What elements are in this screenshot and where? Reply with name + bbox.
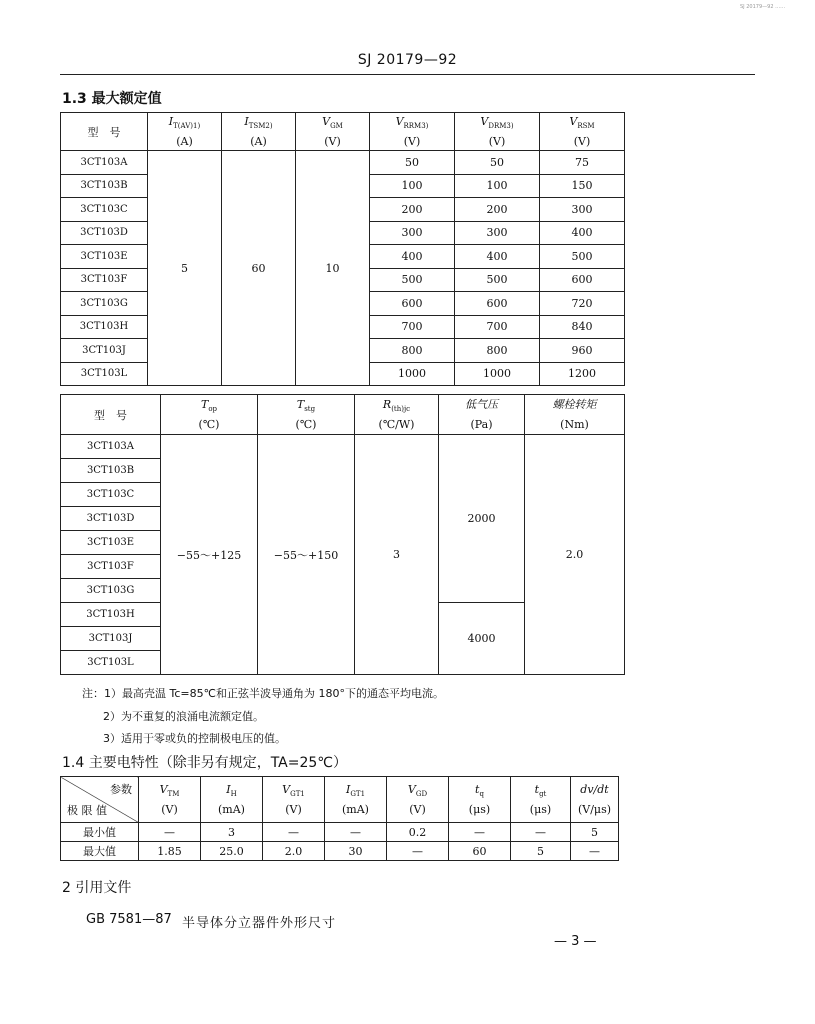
param-symbol: I (244, 114, 249, 128)
param-header (222, 113, 296, 151)
param-unit: (℃/W) (378, 418, 415, 432)
limit-value: 0.2 (387, 823, 449, 842)
torque-value: 2.0 (525, 435, 625, 675)
vdrm-cell: 400 (455, 245, 540, 269)
model-cell: 3CT103E (61, 245, 148, 269)
limit-value: 1.85 (139, 842, 201, 861)
param-header (455, 113, 540, 151)
limit-value: — (449, 823, 511, 842)
model-cell: 3CT103J (61, 627, 161, 651)
corner-top-label: 参数 (110, 783, 132, 796)
vdrm-cell: 50 (455, 151, 540, 175)
param-unit: (mA) (342, 803, 369, 817)
param-symbol: t (534, 782, 540, 796)
param-unit: (V) (324, 135, 341, 149)
vrrm-cell: 800 (370, 339, 455, 363)
limit-label: 最小值 (61, 823, 139, 842)
reference-code: GB 7581—87 (86, 912, 172, 927)
model-cell: 3CT103H (61, 603, 161, 627)
it-av-value: 5 (148, 151, 222, 386)
model-cell: 3CT103F (61, 555, 161, 579)
vrrm-cell: 50 (370, 151, 455, 175)
model-header: 型 号 (61, 113, 148, 151)
vrrm-cell: 300 (370, 221, 455, 245)
param-subscript: stg (304, 405, 316, 414)
param-header (325, 777, 387, 823)
thermal-ratings-table (60, 394, 625, 675)
corner-bottom-label: 极 限 值 (67, 804, 107, 817)
vrsm-cell: 150 (540, 174, 625, 198)
model-cell: 3CT103L (61, 362, 148, 386)
param-symbol: T (200, 397, 209, 411)
param-header (263, 777, 325, 823)
limit-value: 60 (449, 842, 511, 861)
limit-value: — (511, 823, 571, 842)
param-unit: (μs) (529, 803, 552, 817)
param-header (296, 113, 370, 151)
limit-value: — (139, 823, 201, 842)
param-header (525, 395, 625, 435)
limit-value: — (263, 823, 325, 842)
pressure-value-1: 2000 (439, 435, 525, 603)
param-subscript: T(AV)1) (173, 122, 201, 131)
param-header (387, 777, 449, 823)
param-subscript: q (479, 790, 484, 799)
pressure-value-2: 4000 (439, 603, 525, 675)
vgm-value: 10 (296, 151, 370, 386)
corner-running-head: SJ 20179—92 …… (740, 4, 786, 10)
param-header (201, 777, 263, 823)
tstg-value: −55～+150 (258, 435, 355, 675)
limit-label: 最大值 (61, 842, 139, 861)
model-cell: 3CT103G (61, 579, 161, 603)
limit-value: 3 (201, 823, 263, 842)
model-cell: 3CT103G (61, 292, 148, 316)
param-subscript: op (208, 405, 218, 414)
model-header: 型 号 (61, 395, 161, 435)
vdrm-cell: 800 (455, 339, 540, 363)
section-1-4-title: 1.4 主要电特性（除非另有规定，TA=25℃） (62, 755, 348, 771)
model-cell: 3CT103A (61, 435, 161, 459)
note-2: 2）为不重复的浪涌电流额定值。 (103, 710, 264, 723)
param-header (258, 395, 355, 435)
vrsm-cell: 400 (540, 221, 625, 245)
note-1: 注：1）最高壳温 Tc=85℃和正弦半波导通角为 180°下的通态平均电流。 (82, 687, 444, 700)
param-header (439, 395, 525, 435)
param-symbol: V (407, 782, 416, 796)
limit-value: — (571, 842, 619, 861)
header-rule (60, 74, 755, 75)
param-symbol: T (296, 397, 305, 411)
param-header (511, 777, 571, 823)
model-cell: 3CT103B (61, 459, 161, 483)
model-cell: 3CT103C (61, 198, 148, 222)
param-unit: (A) (250, 135, 267, 149)
document-header: SJ 20179—92 (357, 52, 458, 68)
param-unit: (V) (409, 803, 426, 817)
param-unit: (Nm) (560, 418, 589, 432)
param-header (148, 113, 222, 151)
model-cell: 3CT103D (61, 507, 161, 531)
vdrm-cell: 200 (455, 198, 540, 222)
param-symbol: V (395, 114, 404, 128)
param-header (139, 777, 201, 823)
vdrm-cell: 500 (455, 268, 540, 292)
param-header (355, 395, 439, 435)
param-subscript: RRM3) (403, 122, 429, 131)
param-unit: (mA) (218, 803, 245, 817)
param-unit: (V) (488, 135, 506, 149)
param-symbol: V (569, 114, 578, 128)
param-unit: (Pa) (470, 418, 493, 432)
reference-title: 半导体分立器件外形尺寸 (182, 916, 337, 931)
section-1-3-title: 1.3 最大额定值 (62, 91, 162, 107)
vdrm-cell: 100 (455, 174, 540, 198)
param-unit: (A) (176, 135, 193, 149)
limit-value: 2.0 (263, 842, 325, 861)
param-header (161, 395, 258, 435)
param-unit: (V) (403, 135, 421, 149)
param-symbol: V (322, 114, 331, 128)
param-subscript: GM (330, 122, 343, 131)
param-unit: (V) (161, 803, 178, 817)
vrsm-cell: 500 (540, 245, 625, 269)
param-subscript: DRM3) (488, 122, 514, 131)
model-cell: 3CT103C (61, 483, 161, 507)
param-symbol: t (475, 782, 480, 796)
param-unit: (V/μs) (577, 803, 612, 817)
corner-header (61, 777, 139, 823)
param-unit: (μs) (468, 803, 491, 817)
param-subscript: TM (167, 790, 180, 799)
vrsm-cell: 720 (540, 292, 625, 316)
param-header (571, 777, 619, 823)
vrsm-cell: 300 (540, 198, 625, 222)
electrical-characteristics-table (60, 776, 619, 861)
vrsm-cell: 840 (540, 315, 625, 339)
param-symbol: V (282, 782, 291, 796)
param-subscript: GD (415, 790, 428, 799)
vdrm-cell: 600 (455, 292, 540, 316)
vrsm-cell: 600 (540, 268, 625, 292)
limit-value: 5 (571, 823, 619, 842)
vrrm-cell: 100 (370, 174, 455, 198)
model-cell: 3CT103B (61, 174, 148, 198)
model-cell: 3CT103F (61, 268, 148, 292)
model-cell: 3CT103D (61, 221, 148, 245)
vrrm-cell: 700 (370, 315, 455, 339)
note-3: 3）适用于零或负的控制极电压的值。 (103, 732, 286, 745)
param-symbol: I (168, 114, 174, 128)
param-symbol: V (480, 114, 489, 128)
limit-value: 30 (325, 842, 387, 861)
max-ratings-table (60, 112, 625, 386)
param-subscript: TSM2) (248, 122, 273, 131)
limit-value: — (325, 823, 387, 842)
vrsm-cell: 75 (540, 151, 625, 175)
itsm-value: 60 (222, 151, 296, 386)
limit-value: — (387, 842, 449, 861)
param-unit: (℃) (295, 418, 317, 432)
param-subscript: gt (539, 790, 547, 799)
param-header (370, 113, 455, 151)
vrrm-cell: 1000 (370, 362, 455, 386)
page-number: — 3 — (554, 934, 597, 949)
vdrm-cell: 700 (455, 315, 540, 339)
vrrm-cell: 500 (370, 268, 455, 292)
param-symbol: I (226, 782, 231, 796)
param-symbol: V (159, 782, 168, 796)
param-symbol: dv/dt (580, 782, 609, 796)
param-unit: (V) (285, 803, 302, 817)
param-subscript: (th)jc (391, 405, 411, 414)
param-subscript: GT1 (290, 790, 305, 799)
param-subscript: H (230, 790, 237, 799)
param-symbol: R (382, 397, 392, 411)
vrrm-cell: 200 (370, 198, 455, 222)
param-header (449, 777, 511, 823)
param-subscript: GT1 (350, 790, 366, 799)
param-unit: (V) (573, 135, 591, 149)
limit-value: 25.0 (201, 842, 263, 861)
vrrm-cell: 400 (370, 245, 455, 269)
param-symbol: 低气压 (465, 397, 498, 411)
param-unit: (℃) (198, 418, 220, 432)
vdrm-cell: 300 (455, 221, 540, 245)
model-cell: 3CT103L (61, 651, 161, 675)
vrsm-cell: 1200 (540, 362, 625, 386)
limit-value: 5 (511, 842, 571, 861)
vdrm-cell: 1000 (455, 362, 540, 386)
vrrm-cell: 600 (370, 292, 455, 316)
model-cell: 3CT103J (61, 339, 148, 363)
model-cell: 3CT103A (61, 151, 148, 175)
param-symbol: I (345, 782, 351, 796)
model-cell: 3CT103E (61, 531, 161, 555)
param-symbol: 螺栓转矩 (552, 397, 597, 411)
vrsm-cell: 960 (540, 339, 625, 363)
rth-value: 3 (355, 435, 439, 675)
top-value: −55～+125 (161, 435, 258, 675)
param-subscript: RSM (577, 122, 595, 131)
param-header (540, 113, 625, 151)
model-cell: 3CT103H (61, 315, 148, 339)
section-2-title: 2 引用文件 (62, 880, 132, 896)
